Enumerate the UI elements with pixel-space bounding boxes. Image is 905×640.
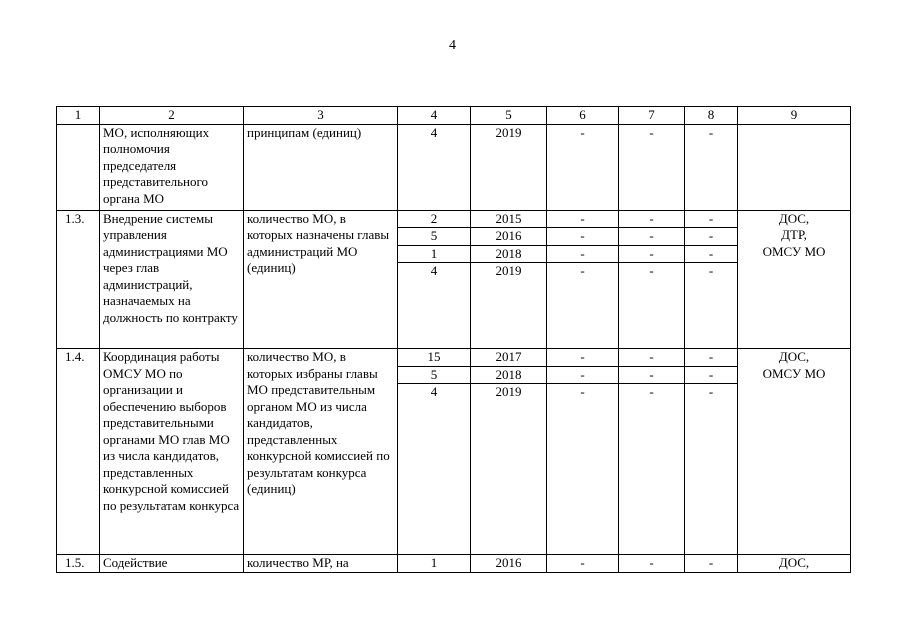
funding-cell: - (547, 384, 619, 555)
funding-cell: - (547, 210, 619, 228)
year: 2019 (471, 263, 547, 349)
funding-cell: - (685, 555, 738, 573)
funding-cell: - (547, 555, 619, 573)
measure-name: МО, исполняющих полномочия председателя представительного органа МО (100, 124, 244, 210)
table-row (57, 349, 851, 367)
program-table (56, 106, 851, 573)
funding-cell: - (619, 245, 685, 263)
funding-cell: - (547, 245, 619, 263)
column-header: 9 (738, 107, 851, 125)
indicator-value: 5 (398, 228, 471, 246)
year: 2016 (471, 228, 547, 246)
column-header: 3 (244, 107, 398, 125)
column-header: 6 (547, 107, 619, 125)
funding-cell: - (619, 228, 685, 246)
indicator-value: 4 (398, 124, 471, 210)
funding-cell: - (619, 384, 685, 555)
column-number-row (57, 107, 851, 125)
funding-cell: - (685, 228, 738, 246)
funding-cell: - (619, 349, 685, 367)
row-number: 1.4. (57, 349, 100, 555)
funding-cell: - (685, 384, 738, 555)
measure-name: Внедрение системы управления администрациями МО через глав администраций, назначаемых на должность по контракту (100, 210, 244, 349)
indicator-text: количество МР, на (244, 555, 398, 573)
executors: ДОС, (738, 555, 851, 573)
executors: ДОС, ОМСУ МО (738, 349, 851, 555)
funding-cell: - (685, 124, 738, 210)
executors (738, 124, 851, 210)
indicator-text: количество МО, в которых избраны главы МО представительным органом МО из числа кандидатов, представленных конкурсной комиссией по результатам конкурса (единиц) (244, 349, 398, 555)
executors: ДОС, ДТР, ОМСУ МО (738, 210, 851, 349)
indicator-value: 5 (398, 366, 471, 384)
year: 2017 (471, 349, 547, 367)
funding-cell: - (619, 555, 685, 573)
funding-cell: - (619, 210, 685, 228)
row-number: 1.3. (57, 210, 100, 349)
row-number: 1.5. (57, 555, 100, 573)
indicator-value: 4 (398, 263, 471, 349)
funding-cell: - (619, 263, 685, 349)
indicator-value: 15 (398, 349, 471, 367)
column-header: 7 (619, 107, 685, 125)
funding-cell: - (685, 210, 738, 228)
funding-cell: - (685, 366, 738, 384)
funding-cell: - (685, 349, 738, 367)
funding-cell: - (685, 263, 738, 349)
table-row (57, 124, 851, 210)
indicator-text: количество МО, в которых назначены главы администраций МО (единиц) (244, 210, 398, 349)
indicator-value: 4 (398, 384, 471, 555)
table-row (57, 210, 851, 228)
funding-cell: - (619, 366, 685, 384)
indicator-value: 1 (398, 245, 471, 263)
funding-cell: - (547, 366, 619, 384)
funding-cell: - (547, 124, 619, 210)
table-row (57, 555, 851, 573)
column-header: 4 (398, 107, 471, 125)
column-header: 8 (685, 107, 738, 125)
year: 2019 (471, 384, 547, 555)
year: 2018 (471, 366, 547, 384)
column-header: 2 (100, 107, 244, 125)
funding-cell: - (547, 349, 619, 367)
year: 2019 (471, 124, 547, 210)
column-header: 1 (57, 107, 100, 125)
measure-name: Координация работы ОМСУ МО по организации и обеспечению выборов представительными органами МО глав МО из числа кандидатов, представленных конкурсной комиссией по результатам конкурса (100, 349, 244, 555)
year: 2018 (471, 245, 547, 263)
column-header: 5 (471, 107, 547, 125)
funding-cell: - (547, 228, 619, 246)
measure-name: Содействие (100, 555, 244, 573)
page-number: 4 (449, 38, 456, 53)
funding-cell: - (619, 124, 685, 210)
indicator-value: 2 (398, 210, 471, 228)
indicator-text: принципам (единиц) (244, 124, 398, 210)
year: 2015 (471, 210, 547, 228)
funding-cell: - (547, 263, 619, 349)
indicator-value: 1 (398, 555, 471, 573)
year: 2016 (471, 555, 547, 573)
row-number (57, 124, 100, 210)
funding-cell: - (685, 245, 738, 263)
